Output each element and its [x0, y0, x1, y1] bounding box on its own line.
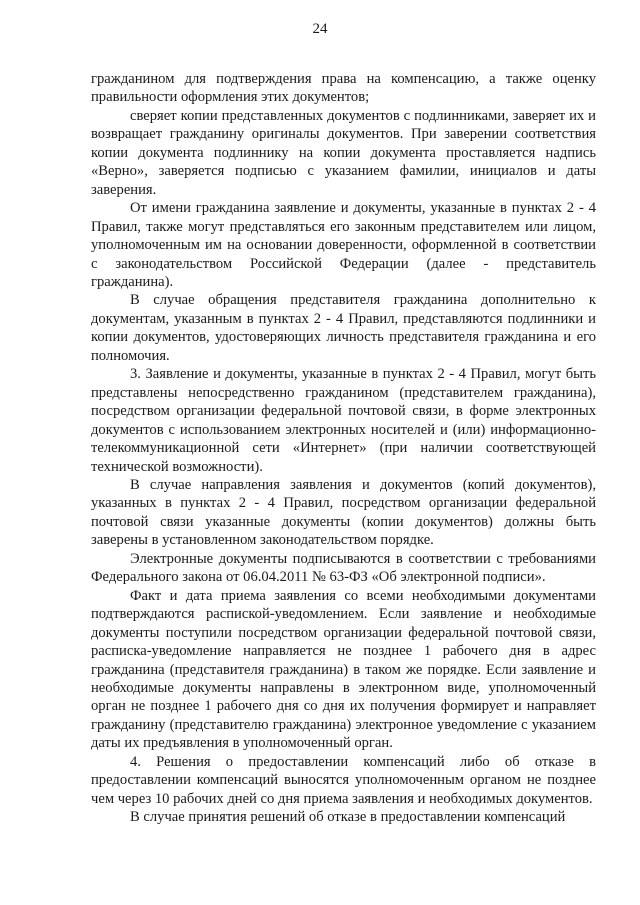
- paragraph-electronic-signature: Электронные документы подписываются в соответствии с требованиями Федерального закона от 06.04.2011 № 63-ФЗ «Об электронной подписи».: [91, 550, 596, 586]
- paragraph-item-4: 4. Решения о предоставлении компенсаций либо об отказе в предоставлении компенсаций выносятся уполномоченным органом не позднее чем через 10 рабочих дней со дня приема заявления и необходимых документов.: [91, 753, 596, 807]
- paragraph-copy-verification: сверяет копии представленных документов с подлинниками, заверяет их и возвращает гражданину оригиналы документов. При заверении соответствия копии документа подлиннику на копии документа проставляется надпись «Верно», заверяется подписью с указанием фамилии, инициалов и даты заверения.: [91, 107, 596, 198]
- page-number: 24: [312, 21, 328, 37]
- paragraph-representative-documents: В случае обращения представителя гражданина дополнительно к документам, указанным в пунктах 2 - 4 Правил, представляются подлинники и копии документов, удостоверяющих личность представителя гражданина и его полномочия.: [91, 292, 596, 364]
- paragraph-item-3: 3. Заявление и документы, указанные в пунктах 2 - 4 Правил, могут быть представлены непосредственно гражданином (представителем гражданина), посредством организации федеральной почтовой связи, в форме электронных документов с использованием электронных носителей и (или) информационно-телекоммуникационной сети «Интернет» (при наличии соответствующей технической возможности).: [91, 366, 596, 475]
- paragraph-postal-submission: В случае направления заявления и документов (копий документов), указанных в пунктах 2 - 4 Правил, посредством организации федеральной почтовой связи указанные документы (копии документов) должны быть заверены в установленном законодательством порядке.: [91, 476, 596, 549]
- paragraph-refusal: В случае принятия решений об отказе в предоставлении компенсаций: [130, 809, 566, 826]
- paragraph-continuation: гражданином для подтверждения права на компенсацию, а также оценку правильности оформления этих документов;: [91, 71, 596, 106]
- paragraph-receipt-notification: Факт и дата приема заявления со всеми необходимыми документами подтверждаются распиской-уведомлением. Если заявление и необходимые документы поступили посредством организации федеральной почтовой связи, расписка-уведомление направляется не позднее 1 рабочего дня в адрес гражданина (представителя гражданина) в таком же порядке. Если заявление и необходимые документы направлены в электронном виде, уполномоченный орган не позднее 1 рабочего дня со дня их получения формирует и направляет гражданину (представителю гражданина) электронное уведомление с указанием даты их предъявления в уполномоченный орган.: [91, 587, 596, 752]
- paragraph-representative: От имени гражданина заявление и документы, указанные в пунктах 2 - 4 Правил, также могут представляться его законным представителем или лицом, уполномоченным им на основании доверенности, оформленной в соответствии с законодательством Российской Федерации (далее - представитель гражданина).: [91, 200, 596, 290]
- document-body: [91, 70, 596, 827]
